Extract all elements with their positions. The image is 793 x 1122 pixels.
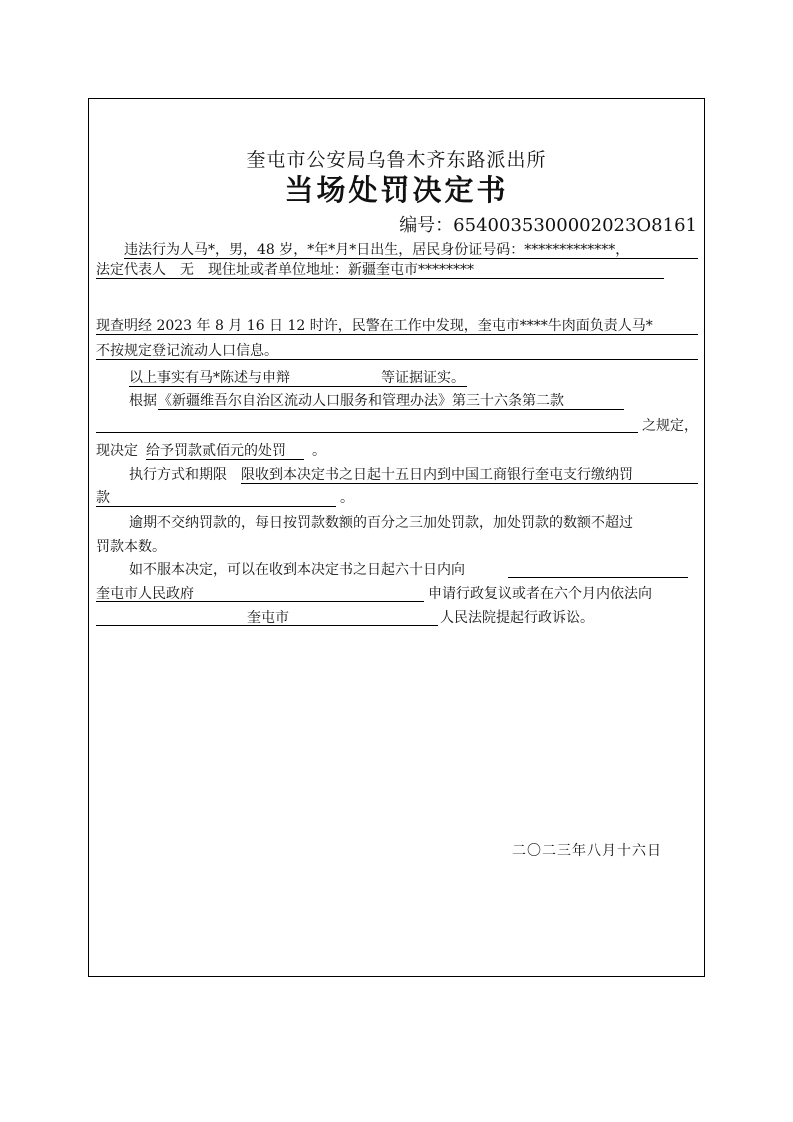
basis-law: 《新疆维吾尔自治区流动人口服务和管理办法》第三十六条第二款 <box>158 393 564 409</box>
appeal-line-2: 申请行政复议或者在六个月内依法向 <box>428 586 652 602</box>
party-line-2-underline <box>96 278 664 279</box>
facts-line-1: 现查明经 2023 年 8 月 16 日 12 时许，民警在工作中发现，奎屯市****牛肉面负责人马* <box>96 318 653 334</box>
appeal-court-underline <box>96 625 438 626</box>
appeal-line-3: 人民法院提起行政诉讼。 <box>440 610 594 626</box>
execution-suffix: 。 <box>340 490 354 506</box>
document-number: 编号：6540035300002023O8161 <box>399 215 697 236</box>
execution-prefix: 执行方式和期限 <box>129 467 227 483</box>
overdue-line-1: 逾期不交纳罚款的，每日按罚款数额的百分之三加处罚款，加处罚款的数额不超过 <box>129 515 633 531</box>
execution-content-2: 款 <box>96 490 110 506</box>
facts-line-2: 不按规定登记流动人口信息。 <box>96 343 278 359</box>
issuing-agency: 奎屯市公安局乌鲁木齐东路派出所 <box>246 149 547 171</box>
decision-suffix: 。 <box>312 443 326 459</box>
facts-line-1-underline <box>96 334 698 335</box>
overdue-line-2: 罚款本数。 <box>96 539 166 555</box>
appeal-government: 奎屯市人民政府 <box>96 586 194 602</box>
basis-blank-underline <box>96 432 638 433</box>
decision-underline <box>146 459 304 460</box>
appeal-agency-underline <box>508 577 688 578</box>
decision-content: 给予罚款贰佰元的处罚 <box>146 443 286 459</box>
decision-date: 二〇二三年八月十六日 <box>512 843 662 859</box>
facts-line-2-underline <box>96 359 698 360</box>
appeal-court-city: 奎屯市 <box>247 610 289 626</box>
execution-underline-1 <box>241 483 698 484</box>
execution-content-1: 限收到本决定书之日起十五日内到中国工商银行奎屯支行缴纳罚 <box>241 467 633 483</box>
evidence-prefix: 以上事实有马*陈述与申辩 <box>129 370 290 386</box>
appeal-government-underline <box>96 601 424 602</box>
evidence-suffix: 等证据证实。 <box>381 370 465 386</box>
evidence-underline <box>129 386 467 387</box>
basis-law-underline <box>158 409 624 410</box>
document-title: 当场处罚决定书 <box>284 173 509 207</box>
basis-prefix: 根据 <box>129 393 157 409</box>
party-line-1-underline <box>124 258 698 259</box>
decision-prefix: 现决定 <box>96 443 138 459</box>
execution-underline-2 <box>96 506 336 507</box>
party-line-2: 法定代表人 无 现住址或者单位地址：新疆奎屯市******** <box>96 262 474 278</box>
appeal-line-1: 如不服本决定，可以在收到本决定书之日起六十日内向 <box>129 562 465 578</box>
party-line-1: 违法行为人马*，男，48 岁，*年*月*日出生，居民身份证号码：*************， <box>124 242 630 258</box>
basis-suffix: 之规定， <box>642 418 698 434</box>
